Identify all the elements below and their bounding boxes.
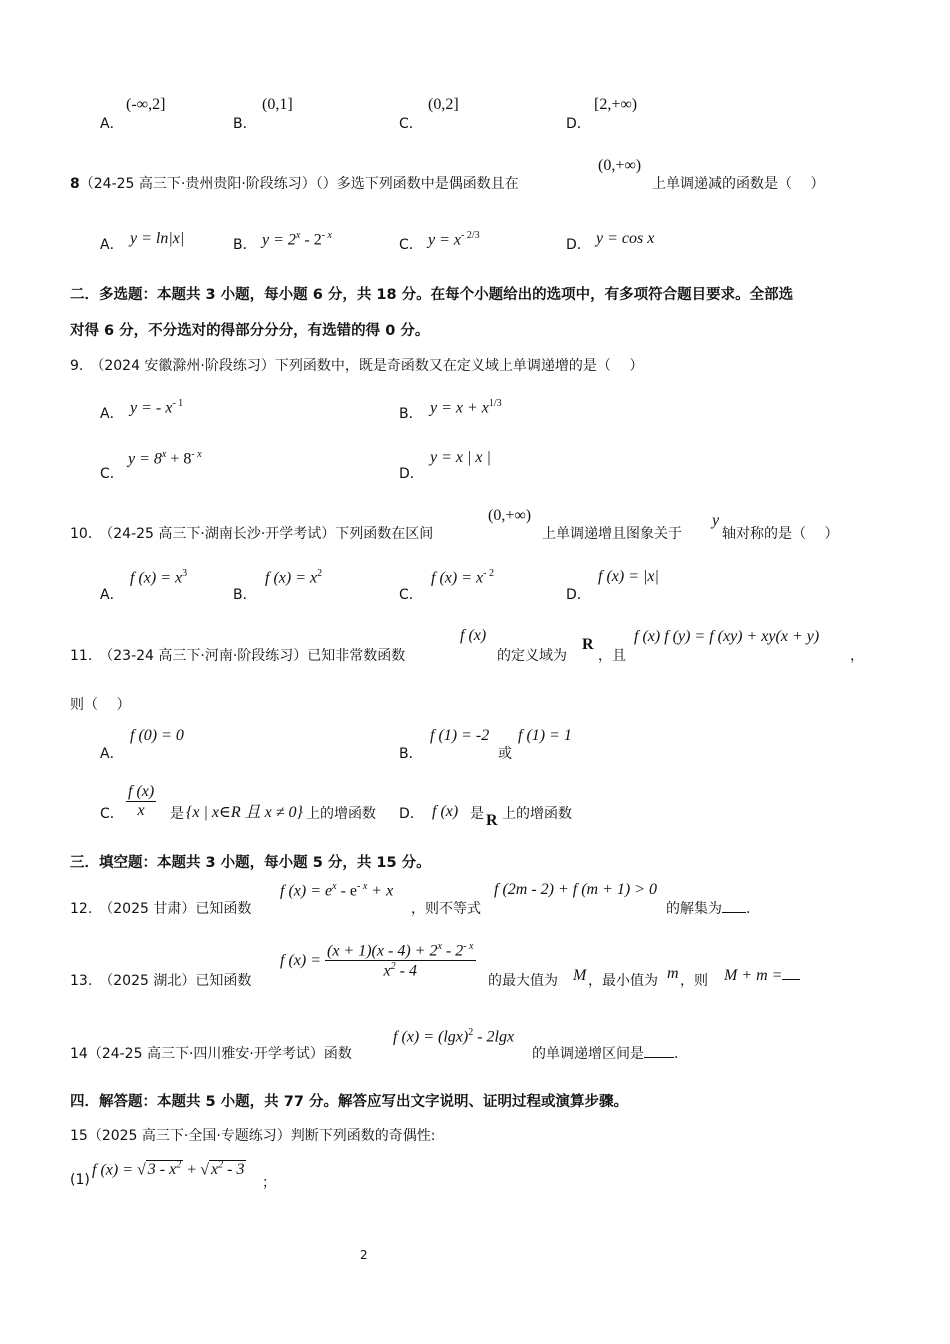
q10-option-b: f $(x) = x^2$ bbox=[265, 568, 323, 587]
q11-comma: ， bbox=[850, 648, 864, 664]
q13-stem: 13. （2025 湖北）已知函数 bbox=[70, 973, 252, 989]
q7-option-c: (0,2] bbox=[428, 96, 459, 113]
q10-tail: 轴对称的是（ ） bbox=[722, 526, 839, 542]
q7-option-a: (-∞,2] bbox=[126, 96, 166, 113]
q11-option-d-fx: f (x) bbox=[432, 803, 459, 820]
q13-M: M bbox=[573, 967, 587, 984]
q10-option-b-label: B． bbox=[233, 587, 257, 603]
q14-function: f $(x) = (\lg x)^2 - 2\lg x$ bbox=[393, 1027, 515, 1046]
q9-option-c-label: C． bbox=[100, 466, 124, 482]
q13-function: f (x) = $\frac{(x + 1)(x - 4) + 2^x - 2^{- x}}{x^2 - 4}$ bbox=[280, 941, 474, 980]
q11-R: R bbox=[582, 636, 594, 653]
q13-m: m bbox=[667, 965, 679, 982]
q11-line2: 则（ ） bbox=[70, 697, 131, 713]
q10-option-d: f (x) = |x| bbox=[598, 568, 659, 585]
q9-option-b-label: B． bbox=[399, 406, 423, 422]
q15-part1-label: (1) bbox=[70, 1172, 90, 1188]
q14-answer-blank[interactable] bbox=[644, 1057, 674, 1058]
q10-var-y: y bbox=[712, 512, 720, 529]
q8-option-c-label: C． bbox=[399, 237, 423, 253]
q14-stem: 14（24-25 高三下·四川雅安·开学考试）函数 bbox=[70, 1046, 352, 1062]
q11-stem: 11. （23-24 高三下·河南·阶段练习）已知非常数函数 bbox=[70, 648, 406, 664]
q12-function: f $(x) = e^x - e^{- x} + x$ bbox=[280, 881, 394, 900]
q13-mid1: 的最大值为 bbox=[488, 973, 558, 989]
q15-part1-function: f (x) = √ $3 - x^2$ + √ $x^2 - 3$ bbox=[92, 1160, 245, 1179]
q8-option-c: $y = x^{- 2/3}$ bbox=[428, 230, 480, 249]
q8-tail: 上单调递减的函数是（ ） bbox=[652, 176, 825, 192]
q8-option-a-label: A． bbox=[100, 237, 124, 253]
q11-mid1: 的定义域为 bbox=[497, 648, 567, 664]
q8-option-b-label: B． bbox=[233, 237, 257, 253]
q11-option-a: f (0) = 0 bbox=[130, 727, 184, 744]
q8-number: 8 bbox=[70, 176, 80, 192]
q10-stem: 10. （24-25 高三下·湖南长沙·开学考试）下列函数在区间 bbox=[70, 526, 434, 542]
q10-interval: (0,+∞) bbox=[488, 507, 532, 524]
q9-option-d-label: D． bbox=[399, 466, 424, 482]
q12-inequality: f (2m - 2) + f (m + 1) > 0 bbox=[494, 881, 658, 898]
q10-option-a-label: A． bbox=[100, 587, 124, 603]
section-2-heading: 二．多选题：本题共 3 小题，每小题 6 分，共 18 分。在每个小题给出的选项中，有多项符合题目要求。全部选 bbox=[70, 287, 794, 303]
q8-option-b: $y = 2^x - 2^{- x}$ bbox=[262, 230, 332, 249]
q12-mid: ，则不等式 bbox=[411, 901, 481, 917]
q11-option-d-R: R bbox=[486, 812, 498, 829]
q11-equation: f (x) f (y) = f (xy) + xy(x + y) bbox=[634, 628, 820, 645]
q11-option-b-label: B． bbox=[399, 746, 423, 762]
q11-option-b-2: f (1) = 1 bbox=[518, 727, 572, 744]
q9-stem: 9. （2024 安徽滁州·阶段练习）下列函数中，既是奇函数又在定义域上单调递增的是（ ） bbox=[70, 358, 644, 374]
section-2-heading-line2: 对得 6 分，不分选对的得部分分分，有选错的得 0 分。 bbox=[70, 323, 430, 339]
q11-option-c-is: 是 bbox=[170, 806, 184, 822]
section-4-heading: 四．解答题：本题共 5 小题，共 77 分。解答应写出文字说明、证明过程或演算步骤。 bbox=[70, 1094, 628, 1110]
q11-option-d-is: 是 bbox=[470, 806, 484, 822]
q11-option-d-label: D． bbox=[399, 806, 424, 822]
q11-option-d-tail: 上的增函数 bbox=[502, 806, 572, 822]
q9-option-b: $y = x + x^{1/3}$ bbox=[430, 398, 502, 417]
q12-answer-blank[interactable] bbox=[722, 912, 746, 913]
q11-fx: f (x) bbox=[460, 627, 487, 644]
q11-option-c-tail: 上的增函数 bbox=[306, 806, 376, 822]
q8-stem bbox=[70, 173, 519, 193]
q7-option-c-label: C． bbox=[399, 116, 423, 132]
q8-interval: (0,+∞) bbox=[598, 157, 642, 174]
q8-option-d: y = cos x bbox=[596, 230, 655, 247]
q10-mid: 上单调递增且图象关于 bbox=[542, 526, 682, 542]
q11-option-b-1: f (1) = -2 bbox=[430, 727, 490, 744]
q13-mid3: ，则 bbox=[680, 973, 708, 989]
q11-option-b-or: 或 bbox=[498, 746, 512, 762]
q10-option-d-label: D． bbox=[566, 587, 591, 603]
q10-option-c-label: C． bbox=[399, 587, 423, 603]
q7-option-b-label: B． bbox=[233, 116, 257, 132]
q13-expression: M + m = bbox=[724, 967, 800, 985]
q7-option-d: [2,+∞) bbox=[594, 96, 638, 113]
q15-semicolon: ； bbox=[262, 1175, 276, 1191]
q9-option-a-label: A． bbox=[100, 406, 124, 422]
q9-option-a: y = - $x^{- 1}$ bbox=[130, 398, 184, 417]
q10-option-a: f $(x) = x^3$ bbox=[130, 568, 188, 587]
section-3-heading: 三．填空题：本题共 3 小题，每小题 5 分，共 15 分。 bbox=[70, 855, 431, 871]
q9-option-c: $y = 8^x + 8^{- x}$ bbox=[128, 449, 202, 468]
q11-option-c-label: C． bbox=[100, 806, 124, 822]
q11-option-c-set: {x | x∈R 且 x ≠ 0} bbox=[186, 804, 303, 821]
q11-mid2: ，且 bbox=[598, 648, 626, 664]
q11-option-a-label: A． bbox=[100, 746, 124, 762]
q8-source: （24-25 高三下·贵州贵阳·阶段练习）（）多选下列函数中是偶函数且在 bbox=[79, 176, 519, 192]
q12-stem: 12. （2025 甘肃）已知函数 bbox=[70, 901, 252, 917]
q12-tail: 的解集为 . bbox=[666, 901, 751, 917]
q11-option-c-fraction: $\frac{f (x)}{x}$ bbox=[128, 783, 155, 819]
q9-option-d: y = x | x | bbox=[430, 449, 491, 466]
q10-option-c: f $(x) = x^{- 2}$ bbox=[431, 568, 494, 587]
q8-option-a: y = ln|x| bbox=[130, 230, 185, 247]
q7-option-d-label: D． bbox=[566, 116, 591, 132]
q14-tail: 的单调递增区间是 . bbox=[532, 1046, 679, 1062]
q8-option-d-label: D． bbox=[566, 237, 591, 253]
q13-answer-blank[interactable] bbox=[782, 979, 800, 980]
q7-option-a-label: A． bbox=[100, 116, 124, 132]
q7-option-b: (0,1] bbox=[262, 96, 293, 113]
page-number: 2 bbox=[360, 1248, 368, 1262]
q15-stem: 15（2025 高三下·全国·专题练习）判断下列函数的奇偶性: bbox=[70, 1128, 436, 1144]
q13-mid2: ，最小值为 bbox=[588, 973, 658, 989]
